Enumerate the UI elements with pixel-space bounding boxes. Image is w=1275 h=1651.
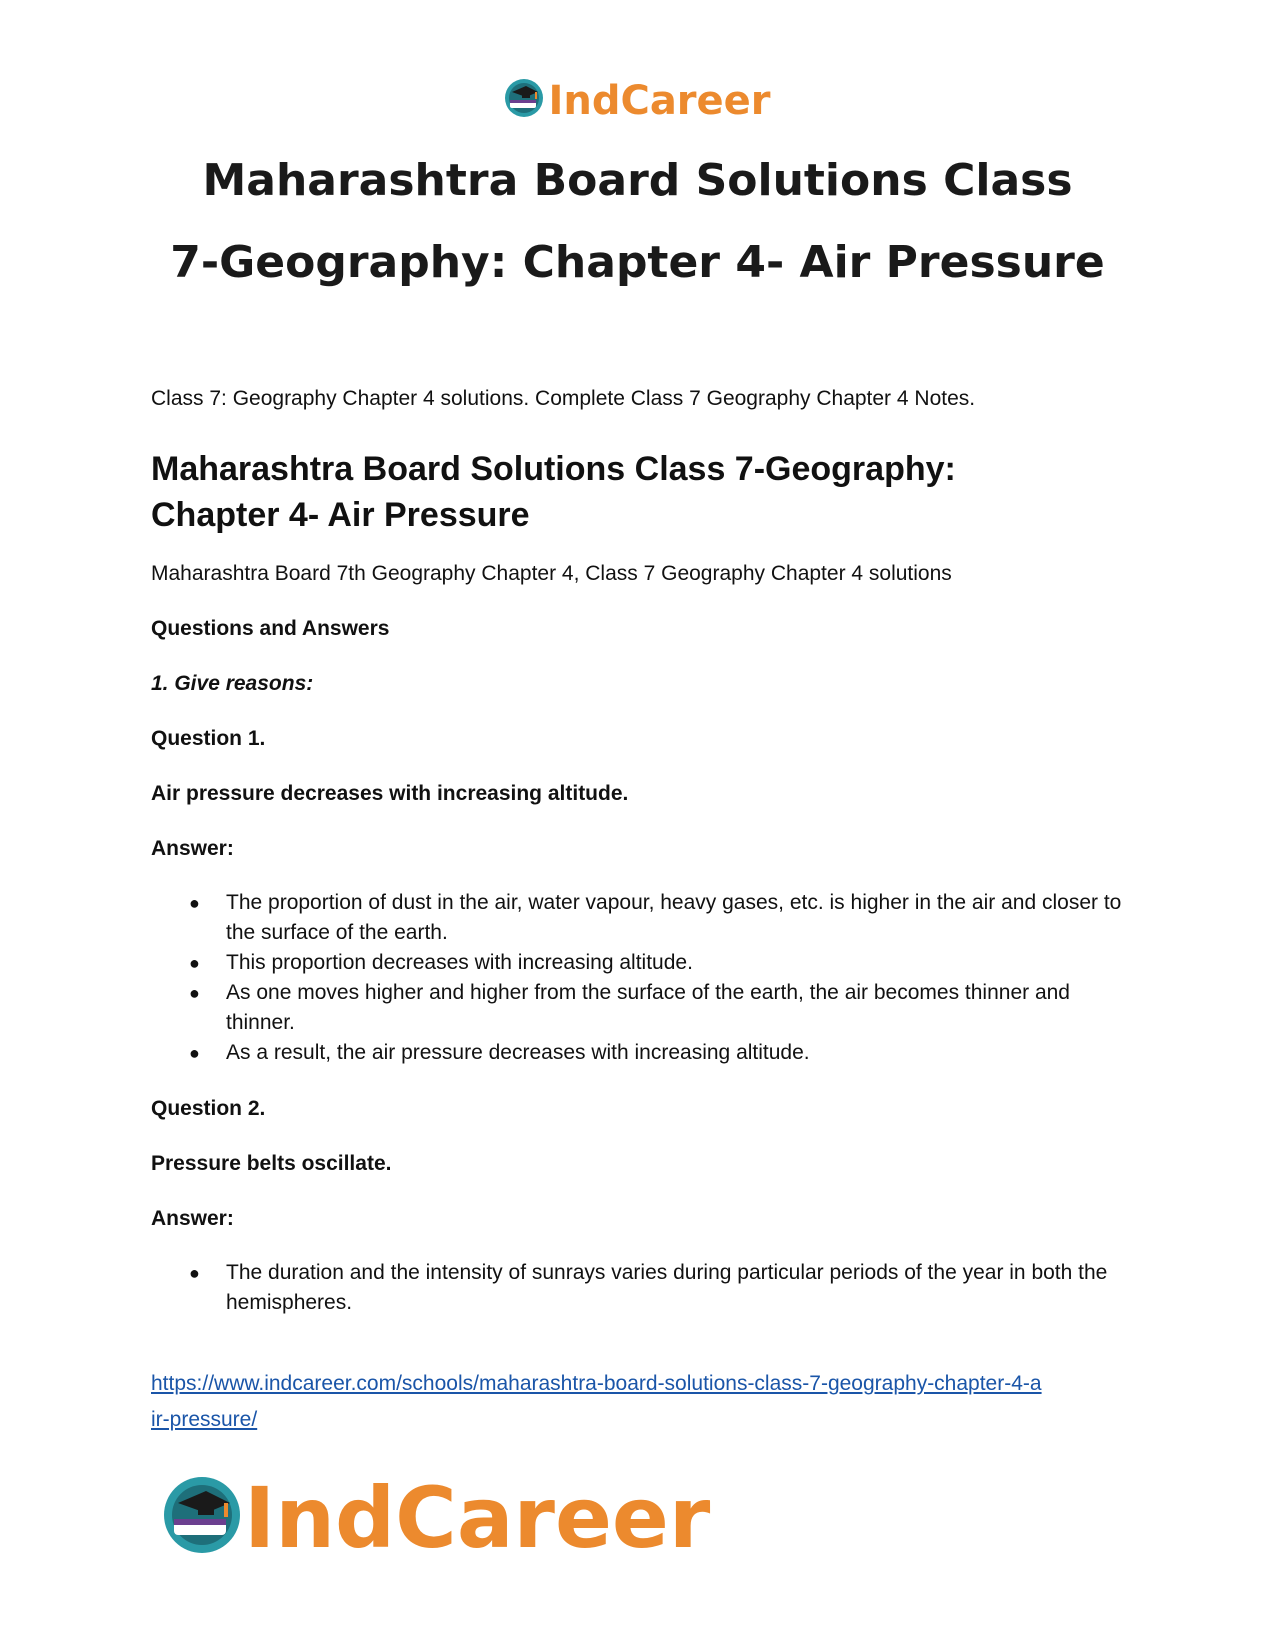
page-title-line-2: 7-Geography: Chapter 4- Air Pressure bbox=[170, 237, 1105, 288]
source-link-line-2: ir-pressure/ bbox=[151, 1408, 258, 1431]
bullet-icon: ● bbox=[189, 893, 200, 913]
brand-logo-text: IndCareer bbox=[244, 1468, 711, 1567]
section-subtitle: Maharashtra Board 7th Geography Chapter 4, Class 7 Geography Chapter 4 solutions bbox=[151, 562, 952, 585]
question-1-answer-list bbox=[151, 888, 1131, 1068]
top-logo bbox=[0, 78, 1275, 123]
question-2-text: Pressure belts oscillate. bbox=[151, 1152, 392, 1175]
qa-label: Questions and Answers bbox=[151, 617, 390, 640]
part-label: 1. Give reasons: bbox=[151, 672, 314, 695]
page-title bbox=[150, 140, 1125, 304]
question-1-label: Question 1. bbox=[151, 727, 266, 750]
intro-paragraph: Class 7: Geography Chapter 4 solutions. Complete Class 7 Geography Chapter 4 Notes. bbox=[151, 387, 976, 410]
section-heading-line-2: Chapter 4- Air Pressure bbox=[151, 496, 530, 534]
list-item bbox=[151, 1038, 1131, 1068]
section-heading bbox=[151, 446, 1131, 538]
question-2-answer-label: Answer: bbox=[151, 1207, 234, 1230]
list-item bbox=[151, 888, 1131, 948]
graduation-cap-book-icon bbox=[162, 1475, 242, 1560]
list-item-text: The duration and the intensity of sunrays varies during particular periods of the year in both the hemispheres. bbox=[226, 1261, 1108, 1314]
list-item-text: This proportion decreases with increasing altitude. bbox=[226, 951, 693, 974]
question-2-answer-list bbox=[151, 1258, 1131, 1318]
list-item-text: As one moves higher and higher from the surface of the earth, the air becomes thinner and thinner. bbox=[226, 981, 1070, 1034]
source-link[interactable] bbox=[151, 1366, 1136, 1438]
bullet-icon: ● bbox=[189, 1043, 200, 1063]
question-2-label: Question 2. bbox=[151, 1097, 266, 1120]
list-item bbox=[151, 978, 1131, 1038]
list-item-text: The proportion of dust in the air, water vapour, heavy gases, etc. is higher in the air and closer to the surface of the earth. bbox=[226, 891, 1122, 944]
bottom-logo bbox=[162, 1468, 711, 1567]
question-1-answer-label: Answer: bbox=[151, 837, 234, 860]
brand-logo-text: IndCareer bbox=[548, 77, 771, 124]
list-item-text: As a result, the air pressure decreases with increasing altitude. bbox=[226, 1041, 810, 1064]
document-body bbox=[151, 385, 1131, 1438]
question-1-text: Air pressure decreases with increasing altitude. bbox=[151, 782, 629, 805]
graduation-cap-book-icon bbox=[504, 78, 544, 123]
section-heading-line-1: Maharashtra Board Solutions Class 7-Geography: bbox=[151, 450, 956, 488]
list-item bbox=[151, 1258, 1131, 1318]
bullet-icon: ● bbox=[189, 1263, 200, 1283]
bullet-icon: ● bbox=[189, 953, 200, 973]
source-link-line-1: https://www.indcareer.com/schools/maharashtra-board-solutions-class-7-geography-chapter-4-a bbox=[151, 1372, 1042, 1395]
bullet-icon: ● bbox=[189, 983, 200, 1003]
page-title-line-1: Maharashtra Board Solutions Class bbox=[202, 155, 1073, 206]
list-item bbox=[151, 948, 1131, 978]
